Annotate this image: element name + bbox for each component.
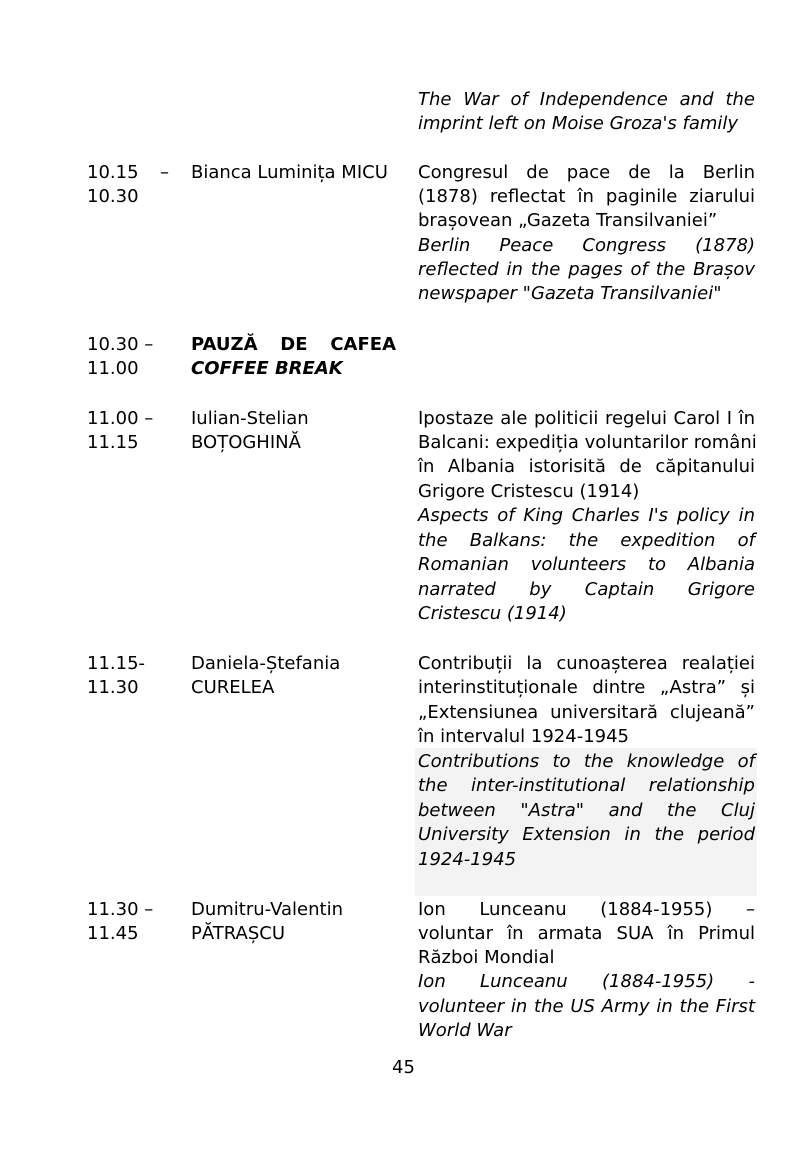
paper-title-ro-line: Ipostaze ale politicii regelui Carol I în [418, 408, 755, 429]
speaker-name: BOȚOGHINĂ [191, 432, 301, 453]
session-time: 10.30 – [87, 334, 154, 355]
session-time: 11.00 [87, 358, 139, 379]
paper-title-en-line: 1924-1945 [418, 849, 517, 870]
speaker-name: PĂTRAȘCU [191, 923, 286, 944]
page-number: 45 [392, 1057, 415, 1078]
paper-title-en-line: between "Astra" and the Cluj [418, 800, 755, 821]
speaker-name: CURELEA [191, 677, 275, 698]
session-time: 11.45 [87, 923, 139, 944]
paper-title-en-line: newspaper "Gazeta Transilvaniei" [418, 283, 722, 304]
paper-title-ro-line: Grigore Cristescu (1914) [418, 481, 640, 502]
session-time: 11.30 – [87, 899, 154, 920]
break-label-en: COFFEE BREAK [191, 358, 343, 379]
paper-title-en-line: Romanian volunteers to Albania [418, 554, 755, 575]
paper-title-ro-line: voluntar în armata SUA în Primul [418, 923, 755, 944]
session-time: 11.15 [87, 432, 139, 453]
paper-title-en-line: Cristescu (1914) [418, 603, 567, 624]
session-time: 10.15 – [87, 162, 169, 183]
paper-title-en-line: Aspects of King Charles I's policy in [418, 505, 755, 526]
paper-title-en-line: volunteer in the US Army in the First [418, 996, 755, 1017]
paper-title-ro-line: „Extensiunea universitară clujeană” [418, 702, 755, 723]
paper-title-ro-line: Balcani: expediția voluntarilor români [418, 432, 757, 453]
speaker-name: Daniela-Ștefania [191, 653, 341, 674]
paper-title-en-line: University Extension in the period [418, 824, 755, 845]
intro-title-en-line: The War of Independence and the [418, 89, 755, 110]
paper-title-ro-line: (1878) reflectat în paginile ziarului [418, 186, 755, 207]
paper-title-ro-line: Congresul de pace de la Berlin [418, 162, 755, 183]
paper-title-en-line: the inter-institutional relationship [418, 775, 755, 796]
paper-title-en-line: Berlin Peace Congress (1878) [418, 235, 755, 256]
paper-title-ro-line: Război Mondial [418, 947, 555, 968]
paper-title-ro-line: brașovean „Gazeta Transilvaniei” [418, 210, 718, 231]
paper-title-ro-line: Contribuții la cunoașterea realației [418, 653, 755, 674]
speaker-name: Dumitru-Valentin [191, 899, 344, 920]
paper-title-en-line: World War [418, 1020, 512, 1041]
session-time: 11.30 [87, 677, 139, 698]
paper-title-ro-line: în intervalul 1924-1945 [418, 726, 629, 747]
paper-title-ro-line: interinstituționale dintre „Astra” și [418, 677, 755, 698]
paper-title-en-line: narrated by Captain Grigore [418, 579, 755, 600]
break-label-ro: PAUZĂ DE CAFEA [191, 334, 396, 355]
paper-title-ro-line: Ion Lunceanu (1884-1955) – [418, 899, 755, 920]
paper-title-en-line: reflected in the pages of the Brașov [418, 259, 755, 280]
session-time: 11.00 – [87, 408, 154, 429]
session-time: 10.30 [87, 186, 139, 207]
intro-title-en-line: imprint left on Moise Groza's family [418, 113, 739, 134]
paper-title-en-line: the Balkans: the expedition of [418, 530, 755, 551]
speaker-name: Iulian-Stelian [191, 408, 309, 429]
session-time: 11.15- [87, 653, 146, 674]
speaker-name: Bianca Luminița MICU [191, 162, 388, 183]
paper-title-ro-line: în Albania istorisită de căpitanului [418, 456, 755, 477]
paper-title-en-line: Ion Lunceanu (1884-1955) - [418, 971, 755, 992]
paper-title-en-line: Contributions to the knowledge of [418, 751, 755, 772]
